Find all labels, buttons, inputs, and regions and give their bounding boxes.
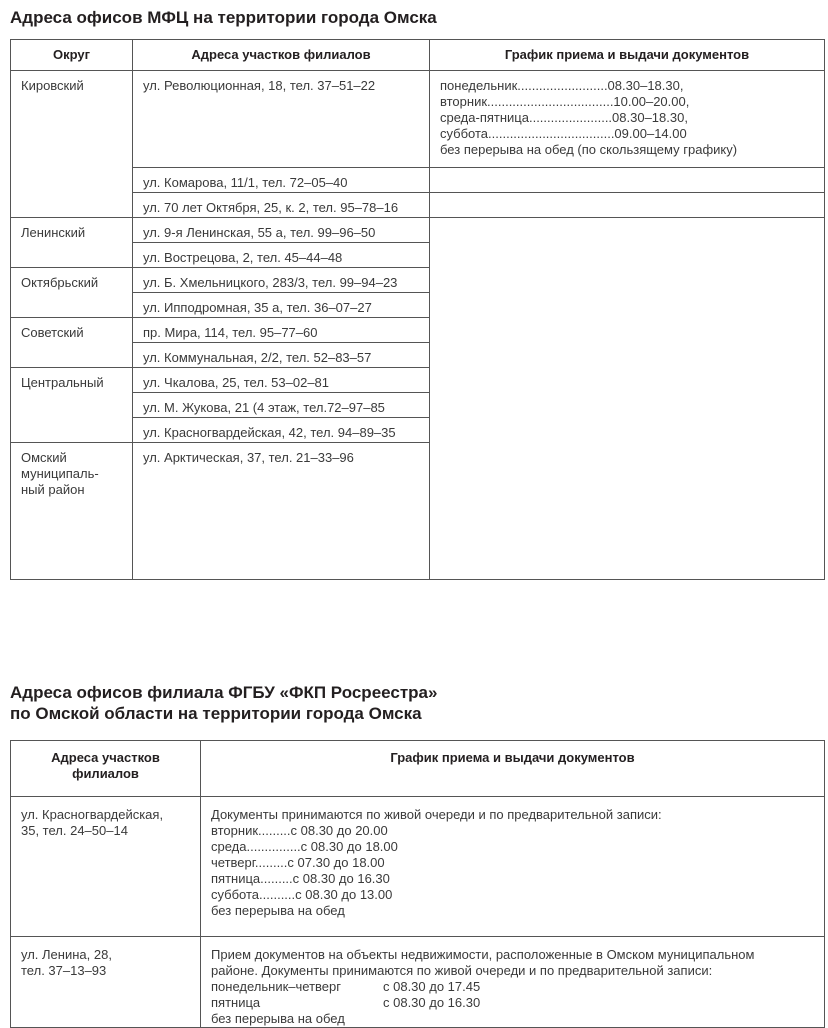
schedule-cell-empty xyxy=(430,218,825,580)
district-line: ный район xyxy=(21,482,85,497)
schedule-line: без перерыва на обед xyxy=(211,903,345,918)
address-cell xyxy=(11,937,201,1028)
schedule-line: понедельник.........................08.30–18.30, xyxy=(440,78,684,93)
address-line: ул. Ленина, 28, xyxy=(21,947,112,962)
schedule-line: суббота...................................09.00–14.00 xyxy=(440,126,687,141)
schedule-cell xyxy=(430,71,825,168)
address-cell: ул. Арктическая, 37, тел. 21–33–96 xyxy=(133,443,430,580)
address-cell: ул. Ипподромная, 35 а, тел. 36–07–27 xyxy=(133,293,430,318)
district-line: Омский xyxy=(21,450,67,465)
header-schedule: График приема и выдачи документов xyxy=(430,40,825,71)
address-cell: ул. Б. Хмельницкого, 283/3, тел. 99–94–23 xyxy=(133,268,430,293)
district-cell: Центральный xyxy=(11,368,133,443)
table-row xyxy=(11,797,825,937)
schedule-line: вторник...................................10.00–20.00, xyxy=(440,94,690,109)
mfc-offices-table xyxy=(10,39,825,580)
address-cell: ул. Комарова, 11/1, тел. 72–05–40 xyxy=(133,168,430,193)
rosreestr-offices-table xyxy=(10,740,825,1028)
district-cell: Кировский xyxy=(11,71,133,218)
table-row xyxy=(11,218,825,243)
district-cell: Ленинский xyxy=(11,218,133,268)
schedule-tab-line xyxy=(211,995,814,1011)
table-row xyxy=(11,168,825,193)
district-cell xyxy=(11,443,133,580)
table-row xyxy=(11,193,825,218)
schedule-day: пятница xyxy=(211,995,261,1010)
schedule-line: среда...............с 08.30 до 18.00 xyxy=(211,839,398,854)
schedule-time: с 08.30 до 17.45 xyxy=(383,979,481,994)
address-cell: пр. Мира, 114, тел. 95–77–60 xyxy=(133,318,430,343)
schedule-cell xyxy=(201,797,825,937)
header-schedule: График приема и выдачи документов xyxy=(201,741,825,797)
table-row xyxy=(11,71,825,168)
address-cell: ул. М. Жукова, 21 (4 этаж, тел.72–97–85 xyxy=(133,393,430,418)
schedule-line: четверг.........с 07.30 до 18.00 xyxy=(211,855,385,870)
address-line: 35, тел. 24–50–14 xyxy=(21,823,128,838)
address-cell: ул. 9-я Ленинская, 55 а, тел. 99–96–50 xyxy=(133,218,430,243)
table-header-row xyxy=(11,40,825,71)
schedule-line: Документы принимаются по живой очереди и по предварительной записи: xyxy=(211,807,662,822)
schedule-line: без перерыва на обед (по скользящему графику) xyxy=(440,142,738,157)
address-line: тел. 37–13–93 xyxy=(21,963,107,978)
address-cell xyxy=(11,797,201,937)
header-addresses: Адреса участков филиалов xyxy=(11,741,201,797)
address-line: ул. Красногвардейская, xyxy=(21,807,164,822)
mfc-title: Адреса офисов МФЦ на территории города Омска xyxy=(10,8,437,27)
schedule-cell-empty xyxy=(430,168,825,193)
header-district: Округ xyxy=(11,40,133,71)
schedule-cell-empty xyxy=(430,193,825,218)
schedule-cell xyxy=(201,937,825,1028)
address-cell: ул. Вострецова, 2, тел. 45–44–48 xyxy=(133,243,430,268)
rosreestr-title xyxy=(10,682,437,724)
table-row xyxy=(11,937,825,1028)
schedule-line: без перерыва на обед xyxy=(211,1011,345,1026)
district-cell: Советский xyxy=(11,318,133,368)
schedule-line: суббота..........с 08.30 до 13.00 xyxy=(211,887,393,902)
schedule-line: среда-пятница.......................08.30–18.30, xyxy=(440,110,688,125)
schedule-line: районе. Документы принимаются по живой очереди и по предварительной записи: xyxy=(211,963,713,978)
district-line: муниципаль- xyxy=(21,466,99,481)
title-line: по Омской области на территории города Омска xyxy=(10,704,422,723)
schedule-tab-line xyxy=(211,979,814,995)
address-cell: ул. Коммунальная, 2/2, тел. 52–83–57 xyxy=(133,343,430,368)
address-cell: ул. Красногвардейская, 42, тел. 94–89–35 xyxy=(133,418,430,443)
address-cell: ул. Чкалова, 25, тел. 53–02–81 xyxy=(133,368,430,393)
title-line: Адреса офисов филиала ФГБУ «ФКП Росреестра» xyxy=(10,683,438,702)
schedule-line: вторник.........с 08.30 до 20.00 xyxy=(211,823,388,838)
address-cell: ул. Революционная, 18, тел. 37–51–22 xyxy=(133,71,430,168)
schedule-line: Прием документов на объекты недвижимости, расположенные в Омском муниципальном xyxy=(211,947,755,962)
schedule-time: с 08.30 до 16.30 xyxy=(383,995,481,1010)
header-addresses: Адреса участков филиалов xyxy=(133,40,430,71)
table-header-row xyxy=(11,741,825,797)
schedule-line: пятница.........с 08.30 до 16.30 xyxy=(211,871,390,886)
address-cell: ул. 70 лет Октября, 25, к. 2, тел. 95–78–16 xyxy=(133,193,430,218)
schedule-day: понедельник–четверг xyxy=(211,979,341,994)
district-cell: Октябрьский xyxy=(11,268,133,318)
